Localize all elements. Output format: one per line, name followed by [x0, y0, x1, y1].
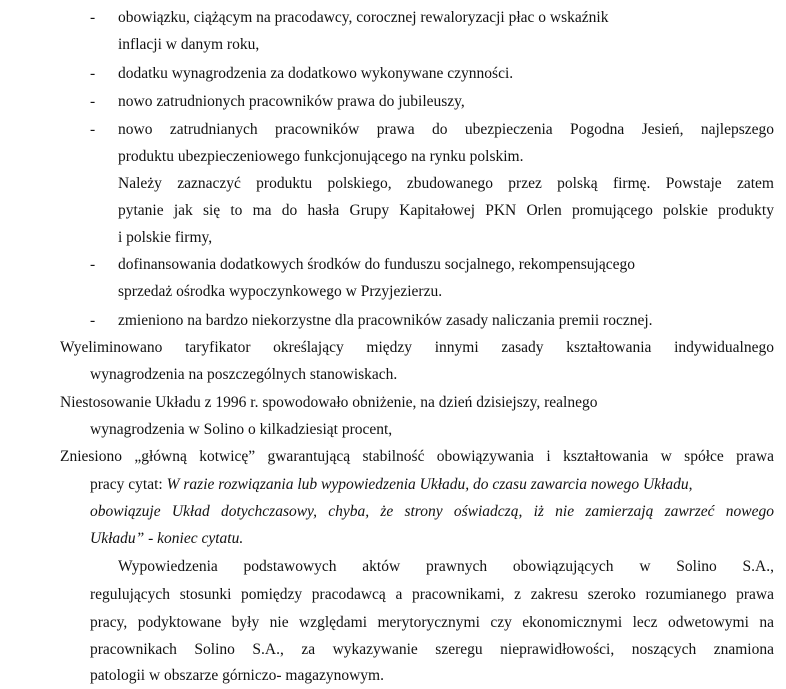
- para-kotwica-line-4: Układu” - koniec cytatu.: [90, 530, 244, 547]
- bullet-2-line-1: dodatku wynagrodzenia za dodatkowo wykonywane czynności.: [118, 65, 514, 82]
- bullet-4-line-2: produktu ubezpieczeniowego funkcjonującego na rynku polskim.: [118, 148, 524, 165]
- para-wypowiedzenia-line-3: pracy, podyktowane były nie względami merytorycznymi czy ekonomicznymi lecz odwetowymi na: [90, 614, 774, 631]
- para-wypowiedzenia-line-1: Wypowiedzenia podstawowych aktów prawnych obowiązujących w Solino S.A.,: [118, 558, 774, 575]
- para-wypowiedzenia-line-4: pracownikach Solino S.A., za wykazywanie szeregu nieprawidłowości, noszących znamiona: [90, 641, 774, 658]
- bullet-5-line-1: dofinansowania dodatkowych środków do funduszu socjalnego, rekompensującego: [118, 256, 635, 273]
- para-uklad-line-1: Niestosowanie Układu z 1996 r. spowodowało obniżenie, na dzień dzisiejszy, realnego: [60, 394, 598, 411]
- bullet-6-line-1: zmieniono na bardzo niekorzystne dla pracowników zasady naliczania premii rocznej.: [118, 312, 653, 329]
- bullet-3-line-1: nowo zatrudnionych pracowników prawa do jubileuszy,: [118, 93, 465, 110]
- bullet-5-line-2: sprzedaż ośrodka wypoczynkowego w Przyjezierzu.: [118, 283, 443, 300]
- bullet-dash: -: [90, 121, 96, 138]
- para-kotwica-line-2: [90, 475, 692, 495]
- para-taryfikator-line-2: wynagrodzenia na poszczególnych stanowiskach.: [90, 366, 398, 383]
- bullet-dash: -: [90, 256, 96, 273]
- bullet-dash: -: [90, 93, 96, 110]
- para-wypowiedzenia-line-5: patologii w obszarze górniczo- magazynowym.: [90, 667, 384, 684]
- bullet-1-line-2: inflacji w danym roku,: [118, 36, 260, 53]
- bullet-4-line-4: pytanie jak się to ma do hasła Grupy Kapitałowej PKN Orlen promującego polskie produkty: [118, 202, 774, 219]
- para-uklad-line-2: wynagrodzenia w Solino o kilkadziesiąt procent,: [90, 421, 393, 438]
- bullet-4-line-1: nowo zatrudnianych pracowników prawa do ubezpieczenia Pogodna Jesień, najlepszego: [118, 121, 774, 138]
- quote-prefix: pracy cytat:: [90, 476, 167, 493]
- bullet-1-line-1: obowiązku, ciążącym na pracodawcy, corocznej rewaloryzacji płac o wskaźnik: [118, 9, 609, 26]
- bullet-4-line-3: Należy zaznaczyć produktu polskiego, zbudowanego przez polską firmę. Powstaje zatem: [118, 175, 774, 192]
- bullet-dash: -: [90, 65, 96, 82]
- quote-text: W razie rozwiązania lub wypowiedzenia Układu, do czasu zawarcia nowego Układu,: [166, 476, 693, 493]
- bullet-dash: -: [90, 312, 96, 329]
- bullet-dash: -: [90, 9, 96, 26]
- para-taryfikator-line-1: Wyeliminowano taryfikator określający między innymi zasady kształtowania indywidualnego: [60, 339, 774, 356]
- bullet-4-line-5: i polskie firmy,: [118, 229, 213, 246]
- para-kotwica-line-3: obowiązuje Układ dotychczasowy, chyba, że strony oświadczą, iż nie zamierzają zawrzeć nowego: [90, 503, 774, 520]
- para-wypowiedzenia-line-2: regulujących stosunki pomiędzy pracodawcą a pracownikami, z zakresu szeroko rozumianego prawa: [90, 586, 774, 603]
- para-kotwica-line-1: Zniesiono „główną kotwicę” gwarantującą stabilność obowiązywania i kształtowania w spółce prawa: [60, 448, 774, 465]
